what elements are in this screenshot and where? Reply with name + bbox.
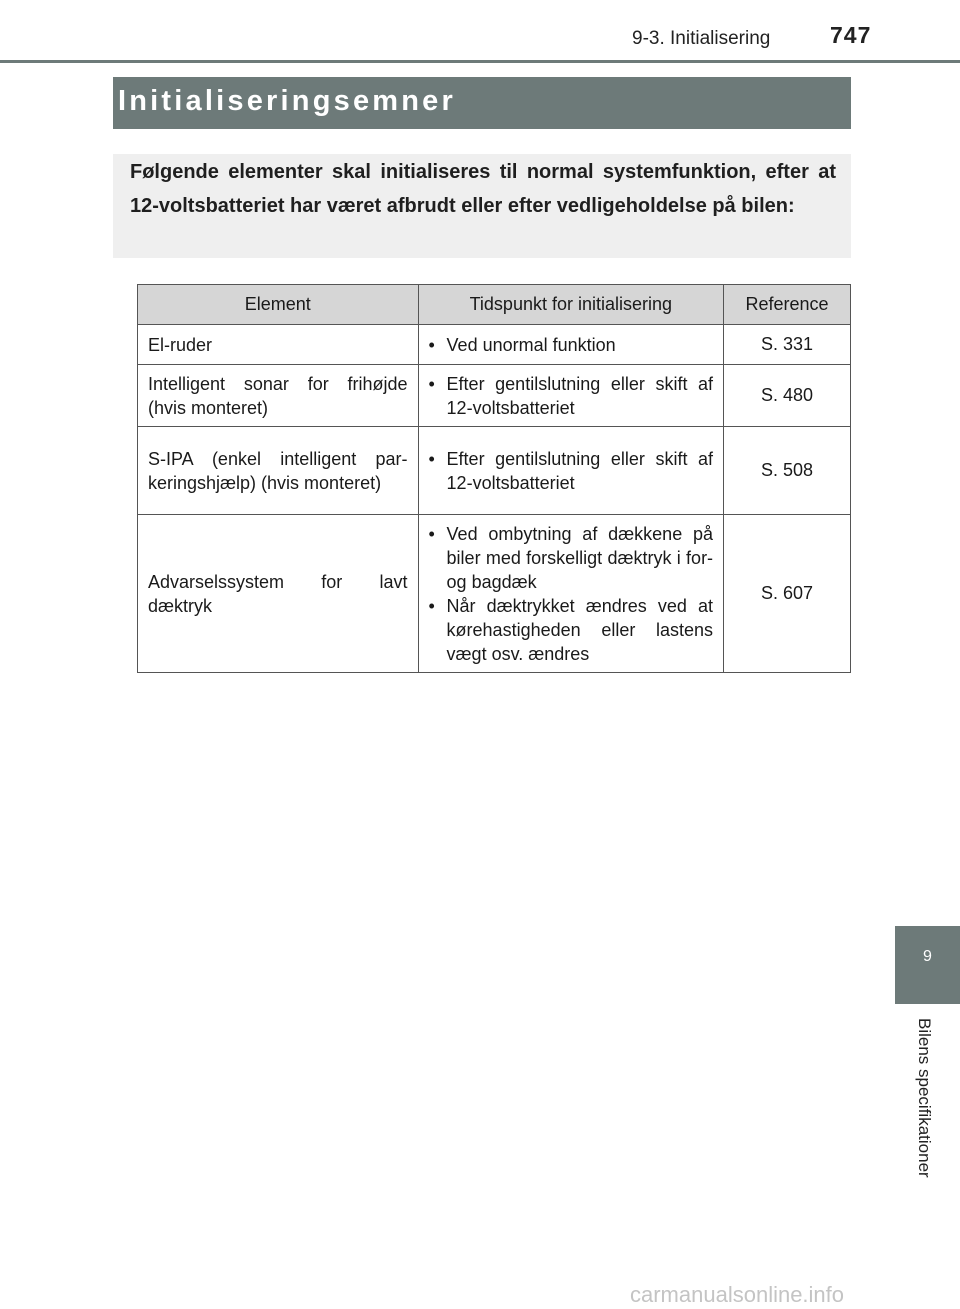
- row-timing: [418, 365, 724, 427]
- row-element: El-ruder: [138, 325, 419, 365]
- column-header-reference: Reference: [724, 285, 851, 325]
- row-element: S-IPA (enkel intelligent parkeringshjælp) (hvis monteret): [138, 427, 419, 515]
- column-header-timing: Tidspunkt for initialisering: [418, 285, 724, 325]
- timing-text: Når dæktrykket ændres ved at kørehastigheden eller lastens vægt osv. ændres: [446, 595, 714, 664]
- table-row: [138, 427, 851, 515]
- table-header-row: [138, 285, 851, 325]
- bullet-mark: •: [428, 334, 435, 355]
- timing-item: [429, 447, 714, 495]
- header-divider: [0, 60, 960, 63]
- chapter-label: Bilens specifikationer: [915, 1018, 934, 1178]
- row-timing: [418, 427, 724, 515]
- table-row: [138, 325, 851, 365]
- table-row: [138, 515, 851, 673]
- bullet-mark: •: [428, 595, 435, 616]
- column-header-element: Element: [138, 285, 419, 325]
- timing-item: [429, 333, 714, 357]
- timing-text: Ved unormal funktion: [446, 334, 616, 355]
- timing-item: [429, 522, 714, 594]
- row-reference: S. 480: [724, 365, 851, 427]
- row-reference: S. 331: [724, 325, 851, 365]
- timing-item: [429, 594, 714, 666]
- row-reference: S. 508: [724, 427, 851, 515]
- bullet-mark: •: [428, 448, 435, 469]
- row-element: Intelligent sonar for frihøjde (hvis monteret): [138, 365, 419, 427]
- section-heading: 9-3. Initialisering: [632, 28, 771, 49]
- timing-item: [429, 372, 714, 420]
- table-row: [138, 365, 851, 427]
- initialization-table: [137, 284, 851, 673]
- row-element: Advarselssystem for lavt dæktryk: [138, 515, 419, 673]
- timing-text: Efter gentilslutning eller skift af 12-voltsbatteriet: [446, 373, 714, 418]
- bullet-mark: •: [428, 523, 435, 544]
- timing-text: Ved ombytning af dækkene på biler med forskelligt dæktryk i for- og bagdæk: [446, 523, 714, 592]
- chapter-number: 9: [923, 948, 932, 965]
- section-title: Initialiseringsemner: [118, 85, 456, 117]
- timing-text: Efter gentilslutning eller skift af 12-voltsbatteriet: [446, 448, 714, 493]
- row-reference: S. 607: [724, 515, 851, 673]
- row-timing: [418, 325, 724, 365]
- bullet-mark: •: [428, 373, 435, 394]
- row-timing: [418, 515, 724, 673]
- intro-text: Følgende elementer skal initialiseres til normal systemfunktion, efter at 12-voltsbatteriet har været afbrudt eller efter vedligeholdelse på bilen:: [130, 161, 836, 217]
- watermark: carmanualsonline.info: [630, 1282, 845, 1307]
- page-number: 747: [830, 22, 872, 48]
